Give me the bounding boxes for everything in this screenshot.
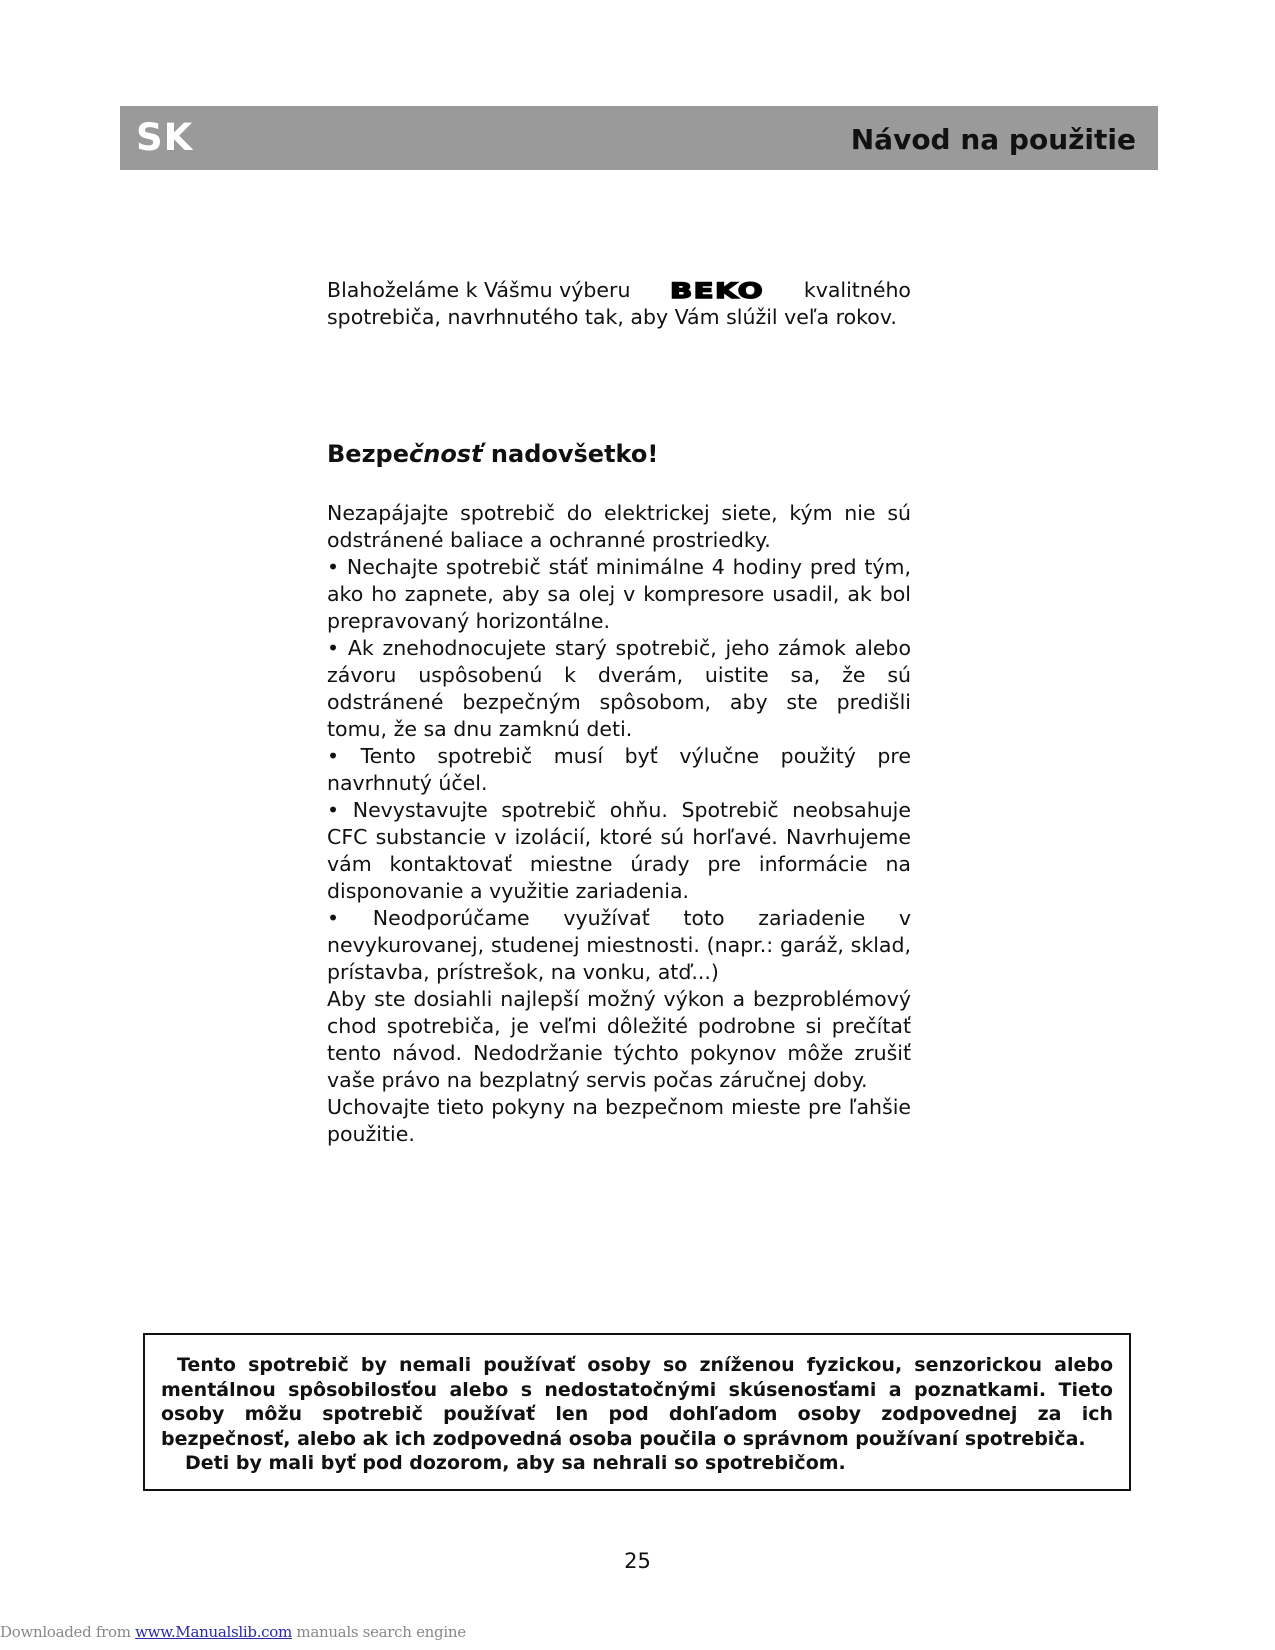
warning-paragraph: Tento spotrebič by nemali používať osoby so zníženou fyzickou, senzorickou alebo mentálnou spôsobilosťou alebo s nedostatočnými skúsenosťami a poznatkami. Tieto osoby môžu spotrebič používať len pod dohľadom osoby zodpovednej za ich bezpečnosť, alebo ak ich zodpovedná osoba poučila o správnom používaní spotrebiča. bbox=[161, 1354, 1113, 1450]
warning-paragraph: Deti by mali byť pod dozorom, aby sa nehrali so spotrebičom. bbox=[185, 1452, 846, 1474]
language-code: SK bbox=[136, 116, 194, 159]
header-bar bbox=[120, 106, 1158, 170]
bullet-item: • Nechajte spotrebič stáť minimálne 4 hodiny pred tým, ako ho zapnete, aby sa olej v kompresore usadil, ak bol prepravovaný horizontálne. bbox=[327, 555, 911, 633]
footer-prefix: Downloaded from bbox=[0, 1623, 136, 1641]
intro-line-1 bbox=[327, 277, 911, 304]
bullet-item: • Neodporúčame využívať toto zariadenie v nevykurovanej, studenej miestnosti. (napr.: garáž, sklad, prístavba, prístrešok, na vonku, atď...) bbox=[327, 906, 911, 984]
intro-words-2: kvalitného bbox=[803, 278, 911, 302]
bullet-item: • Tento spotrebič musí byť výlučne použitý pre navrhnutý účel. bbox=[327, 744, 911, 795]
bullet-item: • Nevystavujte spotrebič ohňu. Spotrebič neobsahuje CFC substancie v izolácií, ktoré sú horľavé. Navrhujeme vám kontaktovať miestne úrady pre informácie na disponovanie a využitie zariadenia. bbox=[327, 798, 911, 903]
svg-text:BEKO: BEKO bbox=[670, 280, 765, 301]
manualslib-link[interactable]: www.Manualslib.com bbox=[135, 1623, 292, 1641]
safety-instructions bbox=[327, 500, 911, 1148]
paragraph: Aby ste dosiahli najlepší možný výkon a bezproblémový chod spotrebiča, je veľmi dôležité podrobne si prečítať tento návod. Nedodržanie týchto pokynov môže zrušiť vaše právo na bezplatný servis počas záručnej doby. bbox=[327, 987, 911, 1092]
paragraph: Nezapájajte spotrebič do elektrickej siete, kým nie sú odstránené baliace a ochranné prostriedky. bbox=[327, 501, 911, 552]
download-footer bbox=[0, 1623, 466, 1641]
intro-text bbox=[327, 277, 911, 331]
beko-logo bbox=[667, 281, 767, 301]
paragraph: Uchovajte tieto pokyny na bezpečnom mieste pre ľahšie použitie. bbox=[327, 1095, 911, 1146]
intro-line-2: spotrebiča, navrhnutého tak, aby Vám slúžil veľa rokov. bbox=[327, 305, 897, 329]
intro-words-1: Blahoželáme k Vášmu výberu bbox=[327, 278, 631, 302]
bullet-item: • Ak znehodnocujete starý spotrebič, jeho zámok alebo závoru uspôsobenú k dverám, uistite sa, že sú odstránené bezpečným spôsobom, aby ste predišli tomu, že sa dnu zamknú deti. bbox=[327, 636, 911, 741]
warning-box bbox=[143, 1333, 1131, 1491]
footer-suffix: manuals search engine bbox=[291, 1623, 466, 1641]
section-heading: Bezpečnosť nadovšetko! bbox=[327, 440, 659, 468]
page-number: 25 bbox=[624, 1549, 651, 1573]
page-title: Návod na použitie bbox=[850, 123, 1136, 156]
